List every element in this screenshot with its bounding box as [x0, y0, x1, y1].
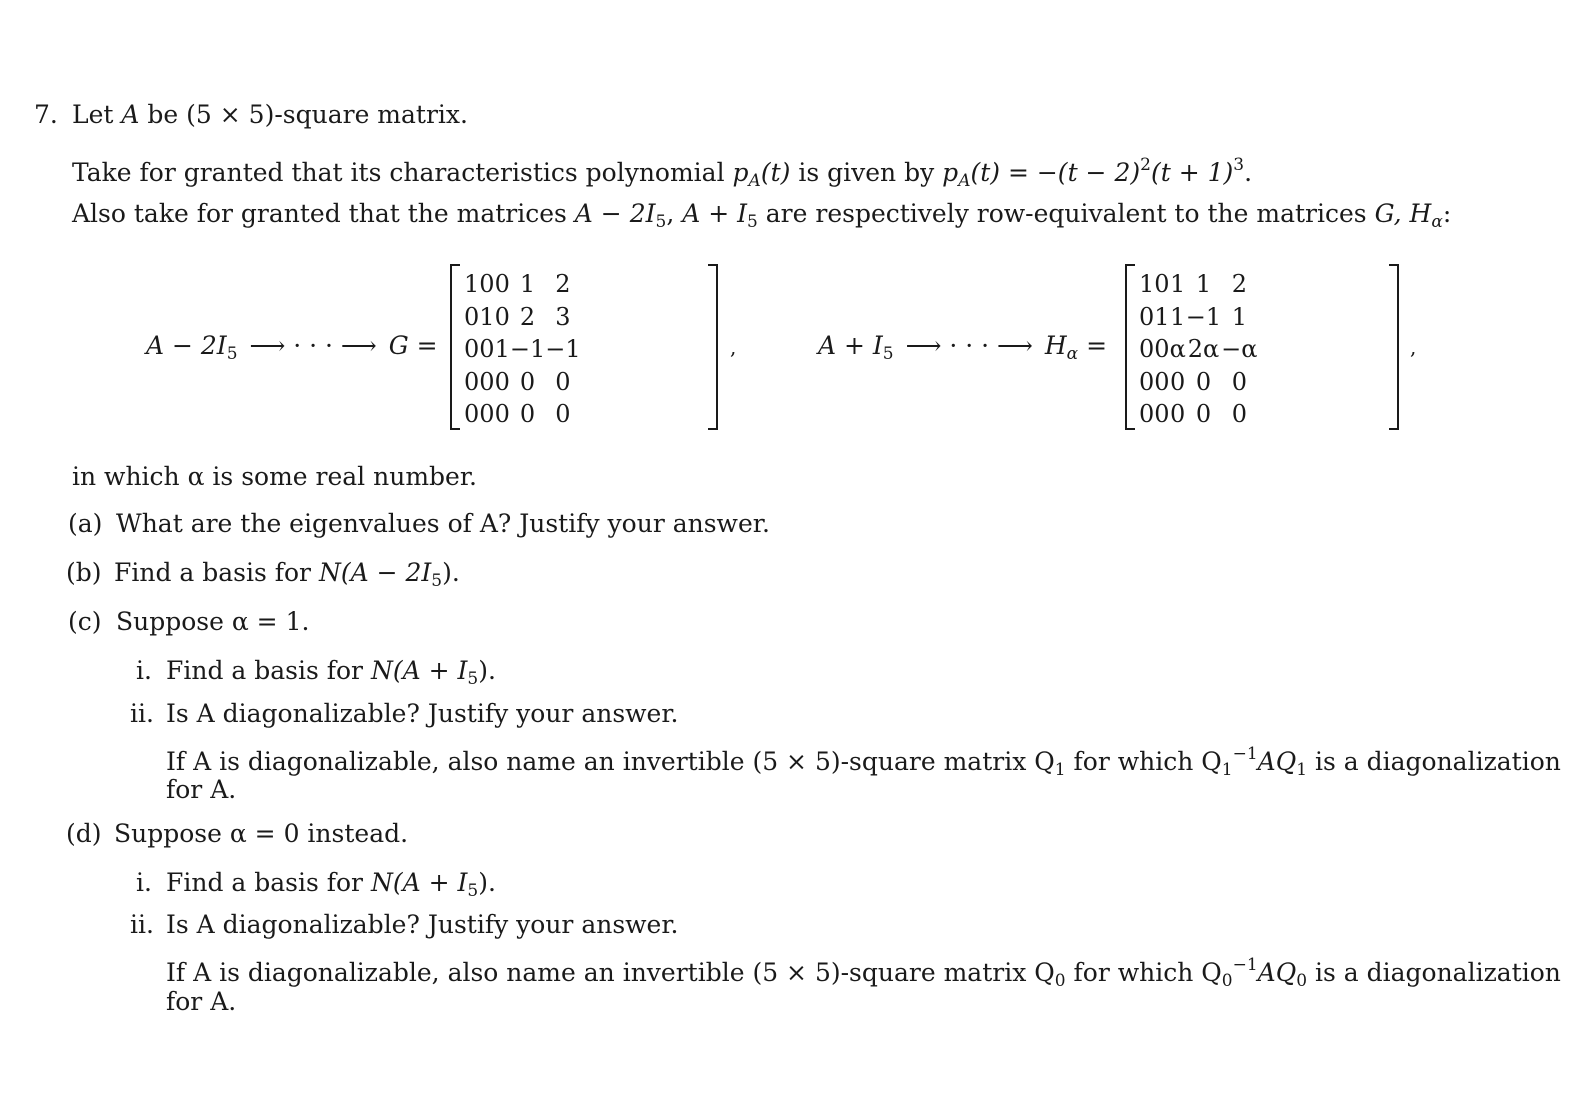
matrix-entry: 1 — [1170, 302, 1186, 331]
matrix-entry: 0 — [1139, 367, 1155, 396]
matrix-g-lhs: $A - 2I_5$ ⟶ · · · ⟶ G = — [146, 331, 438, 364]
matrix-entry: 0 — [464, 367, 480, 396]
matrix-entry: 0 — [1231, 400, 1247, 429]
matrix-entry: 1 — [479, 302, 495, 331]
question-intro: Let A be (5 × 5)-square matrix. — [72, 100, 468, 129]
matrix-g-entries — [464, 268, 581, 431]
matrix-entry: α — [1169, 335, 1186, 364]
matrix-g-left-bracket — [450, 264, 460, 430]
matrix-h-entries — [1139, 268, 1258, 431]
matrix-entry: −1 — [545, 335, 581, 364]
matrix-entry: 0 — [1170, 400, 1186, 429]
part-c-ii-for-a: for A. — [166, 775, 237, 804]
matrix-row — [464, 268, 581, 301]
matrix-entry: 0 — [479, 400, 495, 429]
matrix-row — [464, 333, 581, 366]
matrix-entry: 0 — [555, 400, 571, 429]
matrix-entry: 1 — [1139, 270, 1155, 299]
matrix-entry: 0 — [479, 270, 495, 299]
matrix-entry: 0 — [1139, 302, 1155, 331]
matrix-entry: 1 — [519, 270, 536, 299]
matrix-entry: 2α — [1187, 335, 1220, 364]
matrix-entry: 2 — [555, 270, 571, 299]
alpha-statement: in which α is some real number. — [72, 462, 477, 491]
matrix-entry: 0 — [494, 302, 510, 331]
part-c-ii-diag-line: If A is diagonalizable, also name an invertible (5 × 5)-square matrix $Q_1$ for which $Q_1^{-1}AQ_1$ is a diagonalization — [166, 744, 1561, 780]
characteristic-polynomial-line: Take for granted that its characteristics polynomial $p_A(t)$ is given by $p_A(t) = -(t - 2)^2(t + 1)^3$. — [72, 155, 1253, 191]
matrix-entry: 0 — [1139, 335, 1155, 364]
matrix-row — [1139, 301, 1258, 334]
part-b-label: (b) — [66, 558, 102, 587]
matrix-entry: 0 — [519, 367, 536, 396]
part-d-i-label: i. — [136, 868, 152, 897]
part-c-i-label: i. — [136, 656, 152, 685]
matrix-g-comma: , — [730, 335, 737, 359]
matrix-entry: −1 — [1185, 302, 1222, 331]
matrix-row — [464, 398, 581, 431]
matrix-g — [450, 264, 718, 430]
matrix-entry: 1 — [1231, 302, 1247, 331]
matrix-entry: 0 — [1195, 400, 1212, 429]
matrix-entry: 2 — [1231, 270, 1247, 299]
part-d-i: i. Find a basis for $N(A + I_5)$. — [136, 868, 496, 901]
matrix-entry: 0 — [1195, 367, 1212, 396]
matrix-entry: 0 — [1154, 367, 1170, 396]
matrix-entry: 0 — [555, 367, 571, 396]
part-c-i: i. Find a basis for $N(A + I_5)$. — [136, 656, 496, 689]
part-a-label: (a) — [68, 509, 103, 538]
matrix-row — [464, 366, 581, 399]
matrix-entry: 0 — [464, 400, 480, 429]
matrix-entry: 3 — [555, 302, 571, 331]
matrix-entry: 0 — [464, 302, 480, 331]
matrix-row — [464, 301, 581, 334]
matrix-entry: 0 — [1231, 367, 1247, 396]
part-a-text: What are the eigenvalues of A? Justify your answer. — [116, 509, 770, 538]
matrix-entry: 1 — [1170, 270, 1186, 299]
matrix-entry: 0 — [494, 367, 510, 396]
part-c-text: Suppose α = 1. — [116, 607, 310, 636]
matrix-entry: 0 — [1154, 270, 1170, 299]
matrix-g-right-bracket — [708, 264, 718, 430]
matrix-entry: 0 — [479, 335, 495, 364]
part-c-ii-label: ii. — [130, 699, 154, 728]
matrix-entry: 0 — [1170, 367, 1186, 396]
row-equivalence-line: Also take for granted that the matrices $A - 2I_5$, $A + I_5$ are respectively row-equivalent to the matrices G, $H_\alpha$: — [72, 199, 1452, 232]
matrix-entry: 1 — [1154, 302, 1170, 331]
part-d-label: (d) — [66, 819, 102, 848]
part-d-text: Suppose α = 0 instead. — [114, 819, 409, 848]
matrix-entry: 2 — [519, 302, 536, 331]
matrix-h-comma: , — [1410, 335, 1417, 359]
matrix-entry: 0 — [479, 367, 495, 396]
part-b-text: Find a basis for $N(A - 2I_5)$. — [114, 558, 460, 591]
part-d-ii-diag-line: If A is diagonalizable, also name an invertible (5 × 5)-square matrix $Q_0$ for which $Q_0^{-1}AQ_0$ is a diagonalization — [166, 955, 1561, 991]
matrix-row — [1139, 398, 1258, 431]
part-d-ii: ii. Is A diagonalizable? Justify your answer. — [166, 908, 679, 942]
matrix-entry: 0 — [519, 400, 536, 429]
matrix-entry: 1 — [1195, 270, 1212, 299]
matrix-row — [1139, 333, 1258, 366]
matrix-entry: 0 — [494, 270, 510, 299]
matrix-row — [1139, 268, 1258, 301]
matrix-entry: 0 — [1154, 335, 1170, 364]
matrix-h-right-bracket — [1389, 264, 1399, 430]
question-number: 7. — [34, 100, 58, 129]
matrix-entry: 0 — [1139, 400, 1155, 429]
matrix-row — [1139, 366, 1258, 399]
matrix-entry: 1 — [494, 335, 510, 364]
matrix-h-left-bracket — [1125, 264, 1135, 430]
part-d-ii-label: ii. — [130, 910, 154, 939]
matrix-entry: 0 — [494, 400, 510, 429]
part-c-label: (c) — [68, 607, 102, 636]
matrix-entry: 0 — [1154, 400, 1170, 429]
matrix-h-lhs: $A + I_5$ ⟶ · · · ⟶ $H_\alpha$ = — [818, 331, 1108, 364]
matrix-entry: 1 — [464, 270, 480, 299]
matrix-entry: −1 — [509, 335, 546, 364]
matrix-h-alpha — [1125, 264, 1399, 430]
part-c-ii: ii. Is A diagonalizable? Justify your answer. — [166, 697, 679, 731]
matrix-entry: −α — [1221, 335, 1258, 364]
matrix-entry: 0 — [464, 335, 480, 364]
part-d-ii-for-a: for A. — [166, 987, 237, 1016]
